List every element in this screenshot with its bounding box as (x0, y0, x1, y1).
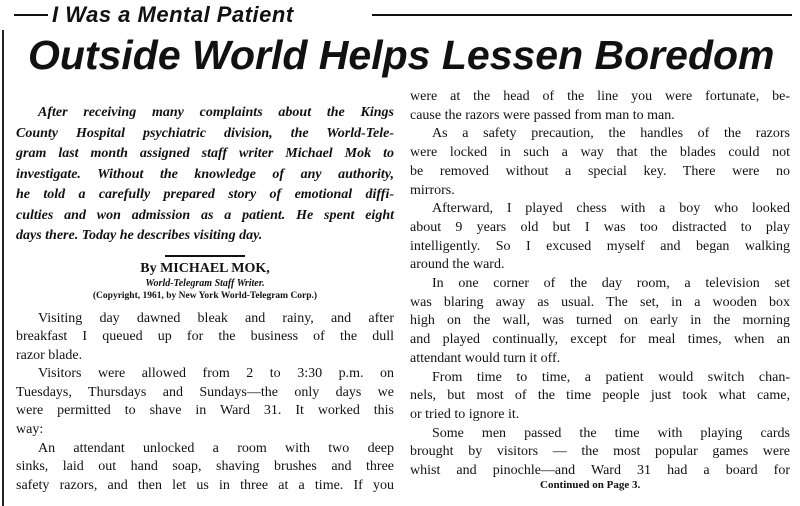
left-body (16, 310, 394, 496)
body-line: Afterward, I played chess with a boy who looked (432, 201, 790, 217)
byline (16, 261, 394, 303)
body-line: be removed without a special key. There were no (410, 163, 790, 179)
right-body (410, 88, 790, 481)
body-line: was blaring away as usual. The set, in a wooden box (410, 294, 790, 310)
body-line: and played continually, except for meal times, when an (410, 332, 790, 348)
intro-paragraph (16, 103, 394, 247)
byline-title: World-Telegram Staff Writer. (145, 277, 265, 289)
separator (165, 255, 245, 257)
body-line: mirrors. (410, 182, 455, 198)
body-line: intelligently. So I excused myself and began walking (410, 238, 790, 254)
body-line: brought by visitors — the most popular games were (410, 444, 790, 460)
continued-notice: Continued on Page 3. (540, 479, 641, 491)
copyright: (Copyright, 1961, by New York World-Telegram Corp.) (92, 290, 318, 301)
intro-line: days there. Today he describes visiting day. (16, 228, 263, 243)
body-line: An attendant unlocked a room with two deep (38, 440, 394, 456)
body-line: were permitted to shave in Ward 31. It worked this (16, 403, 394, 419)
body-line: In one corner of the day room, a television set (432, 276, 790, 292)
body-line: breakfast I queued up for the business of the dull (16, 329, 394, 345)
kicker-rule-left (14, 14, 48, 16)
body-line: sinks, laid out hand soap, shaving brushes and three (16, 459, 394, 475)
kicker-text: I Was a Mental Patient (52, 2, 294, 27)
body-line: about 9 years old but I was too distracted to play (410, 219, 790, 235)
byline-author: By MICHAEL MOK, (140, 260, 270, 276)
body-line: cause the razors were passed from man to man. (410, 107, 675, 123)
left-column (16, 103, 394, 495)
intro-line: investigate. Without the knowledge of any authority, (16, 166, 394, 182)
column-rule (2, 30, 4, 506)
intro-line: gram last month assigned staff writer Michael Mok to (16, 146, 394, 161)
kicker (0, 2, 800, 26)
body-line: Visiting day dawned bleak and rainy, and after (38, 310, 394, 326)
body-line: Tuesdays, Thursdays and Sundays—the only days we (16, 384, 394, 400)
headline: Outside World Helps Lessen Boredom (28, 32, 775, 78)
body-line: around the ward. (410, 257, 505, 273)
kicker-rule-right (372, 14, 792, 16)
body-line: From time to time, a patient would switch chan- (432, 369, 790, 385)
intro-line: culties and won admission as a patient. He spent eight (16, 207, 394, 223)
intro-line: he told a carefully prepared story of emotional diffi- (16, 187, 394, 202)
body-line: were at the head of the line you were fortunate, be- (410, 89, 790, 104)
intro-line: After receiving many complaints about the Kings (38, 105, 394, 120)
body-line: safety razors, and then let us in three at a time. If you (16, 477, 394, 493)
body-line: way: (16, 422, 44, 438)
body-line: razor blade. (16, 347, 83, 363)
intro-line: County Hospital psychiatric division, the World-Tele- (16, 125, 394, 141)
body-line: whist and pinochle—and Ward 31 had a board for (410, 463, 790, 479)
body-line: Some men passed the time with playing cards (432, 425, 790, 441)
body-line: Visitors were allowed from 2 to 3:30 p.m. on (38, 366, 394, 382)
body-line: high on the wall, was turned on early in the morning (410, 313, 790, 329)
body-line: As a safety precaution, the handles of the razors (432, 126, 790, 142)
body-line: or tried to ignore it. (410, 406, 520, 422)
body-line: nels, but most of the time people just took what came, (410, 388, 790, 404)
body-line: were locked in such a way that the blades could not (410, 145, 790, 161)
body-line: attendant would turn it off. (410, 350, 561, 366)
